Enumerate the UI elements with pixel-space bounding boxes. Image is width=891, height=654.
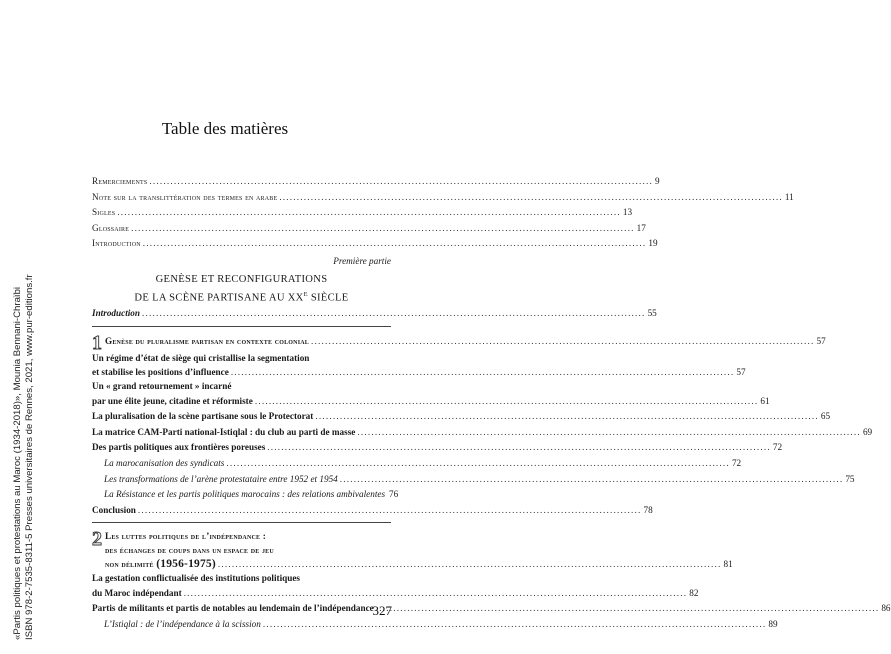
- dot-leader: [138, 503, 642, 519]
- entry-page: 19: [648, 238, 658, 249]
- subsection-entry[interactable]: [92, 456, 742, 472]
- dot-leader: [311, 334, 815, 350]
- sidebar-line-2: ISBN 978-2-7535-8311-5 Presses universitaires de Rennes, 2021, www.pur-editions.fr: [23, 274, 35, 640]
- dot-leader: [143, 236, 647, 252]
- part-title: [92, 272, 391, 306]
- section-entry[interactable]: [92, 380, 770, 409]
- entry-page: 57: [816, 335, 826, 346]
- dot-leader: [184, 586, 688, 602]
- entry-page: 72: [731, 457, 742, 468]
- section-label-line-1: Un régime d’état de siège qui cristallise la segmentation: [92, 352, 310, 363]
- entry-page: 75: [845, 473, 855, 484]
- page-number: 327: [372, 603, 392, 618]
- dot-leader: [267, 440, 771, 456]
- subsection-label: Les transformations de l’arène protestataire entre 1952 et 1954: [104, 473, 338, 484]
- entry-page: 65: [820, 411, 831, 422]
- toc-entry-remerciements[interactable]: [92, 174, 660, 190]
- toc-entry-note[interactable]: [92, 190, 794, 206]
- part-title-end: SIÈCLE: [307, 292, 349, 304]
- section-entry[interactable]: [92, 572, 699, 601]
- subsection-label: La marocanisation des syndicats: [104, 457, 225, 468]
- chapter-title-text: non délimité: [105, 558, 154, 569]
- section-label: La pluralisation de la scène partisane sous le Protectorat: [92, 411, 314, 422]
- entry-page: 69: [862, 426, 873, 437]
- entry-page: 61: [760, 395, 770, 406]
- entry-page: 82: [689, 587, 699, 598]
- entry-label: Glossaire: [92, 222, 130, 233]
- chapter-2: [92, 528, 733, 572]
- dot-leader: [149, 174, 653, 190]
- entry-label: Remerciements: [92, 176, 148, 186]
- page-title: Table des matières: [161, 119, 289, 138]
- chapter-number: 2: [92, 528, 102, 551]
- section-label-line-1: Un « grand retournement » incarné: [92, 381, 232, 392]
- entry-page: 9: [654, 176, 660, 186]
- chapter-1: [92, 331, 826, 354]
- entry-label: Note sur la translittération des termes en arabe: [92, 191, 278, 202]
- subsection-label: L’Istiqlal : de l’indépendance à la scission: [104, 618, 261, 629]
- entry-page: 17: [636, 222, 646, 233]
- chapter-1-title-entry[interactable]: [105, 334, 826, 350]
- section-entry[interactable]: [92, 425, 873, 441]
- section-label-line-2: et stabilise les positions d’influence: [92, 366, 229, 377]
- section-label: Partis de militants et partis de notables au lendemain de l’indépendance: [92, 603, 374, 614]
- subsection-label: La Résistance et les partis politiques marocains : des relations ambivalentes: [104, 489, 386, 500]
- part-title-line-2: [92, 287, 391, 306]
- entry-page: 89: [768, 618, 778, 629]
- chapter-title-line-2: des échanges de coups dans un espace de jeu: [105, 544, 274, 555]
- entry-label: Sigles: [92, 207, 116, 218]
- section-entry[interactable]: [92, 409, 831, 425]
- section-label-line-2: du Maroc indépendant: [92, 587, 182, 598]
- section-entry-row: [92, 394, 770, 410]
- dot-leader: [315, 409, 819, 425]
- dot-leader: [357, 425, 861, 441]
- dot-leader: [226, 456, 730, 472]
- section-entry-row: [92, 586, 699, 602]
- chapter-2-title-entry[interactable]: [105, 530, 733, 572]
- section-label: Des partis politiques aux frontières poreuses: [92, 442, 266, 453]
- toc-entry-glossaire[interactable]: [92, 221, 646, 237]
- conclusion-entry[interactable]: [92, 503, 653, 519]
- entry-page: 11: [784, 191, 794, 202]
- entry-page: 55: [647, 308, 657, 318]
- dot-leader: [142, 306, 646, 322]
- section-entry[interactable]: [92, 440, 783, 456]
- entry-label: Introduction: [92, 308, 140, 318]
- chapter-title-line-3: [105, 557, 216, 573]
- chapter-title-row: [105, 557, 733, 573]
- divider: [92, 522, 391, 523]
- dot-leader: [340, 472, 844, 488]
- dot-leader: [131, 221, 635, 237]
- copyright-sidebar: [12, 250, 76, 640]
- section-label-line-1: La gestation conflictualisée des institutions politiques: [92, 573, 301, 584]
- section-label: Conclusion: [92, 504, 136, 515]
- entry-page: 76: [389, 489, 399, 500]
- chapter-title: Genèse du pluralisme partisan en contexte colonial: [105, 335, 309, 346]
- entry-page: 78: [643, 504, 653, 515]
- chapter-title-line-1: Les luttes politiques de l’indépendance :: [105, 531, 266, 542]
- entry-page: 81: [723, 558, 733, 569]
- section-entry-row: [92, 365, 746, 381]
- entry-label: Introduction: [92, 238, 141, 249]
- dot-leader: [279, 190, 783, 206]
- century-superscript: E: [303, 291, 308, 298]
- toc-entry-part-intro[interactable]: [92, 306, 657, 322]
- section-label-line-2: par une élite jeune, citadine et réformiste: [92, 395, 253, 406]
- dot-leader: [117, 205, 621, 221]
- part-title-line-1: GENÈSE ET RECONFIGURATIONS: [155, 274, 328, 285]
- section-entry[interactable]: [92, 352, 746, 381]
- toc-entry-sigles[interactable]: [92, 205, 633, 221]
- sidebar-line-1: «Partis politiques et protestations au Maroc (1934-2018)», Mounia Bennani-Chraïbi: [12, 286, 23, 640]
- chapter-number: 1: [92, 331, 102, 354]
- dot-leader: [376, 601, 880, 617]
- subsection-entry[interactable]: [92, 617, 778, 633]
- chapter-years: (1956-1975): [156, 557, 216, 570]
- dot-leader: [255, 394, 759, 410]
- entry-page: 72: [772, 442, 783, 453]
- subsection-entry[interactable]: [92, 472, 855, 488]
- subsection-entry[interactable]: [92, 487, 399, 503]
- dot-leader: [218, 557, 722, 573]
- dot-leader: [263, 617, 767, 633]
- section-label: La matrice CAM-Parti national-Istiqlal : du club au parti de masse: [92, 426, 356, 437]
- toc-body: [92, 306, 891, 632]
- divider: [92, 326, 391, 327]
- entry-page: 86: [881, 603, 891, 614]
- section-entry[interactable]: [92, 601, 891, 617]
- toc-entry-introduction[interactable]: [92, 236, 658, 252]
- entry-page: 57: [736, 366, 746, 377]
- front-matter-list: [92, 174, 794, 252]
- part-label: Première partie: [333, 256, 391, 266]
- dot-leader: [231, 365, 735, 381]
- part-title-text: DE LA SCÈNE PARTISANE AU XX: [134, 292, 304, 304]
- entry-page: 13: [622, 207, 633, 218]
